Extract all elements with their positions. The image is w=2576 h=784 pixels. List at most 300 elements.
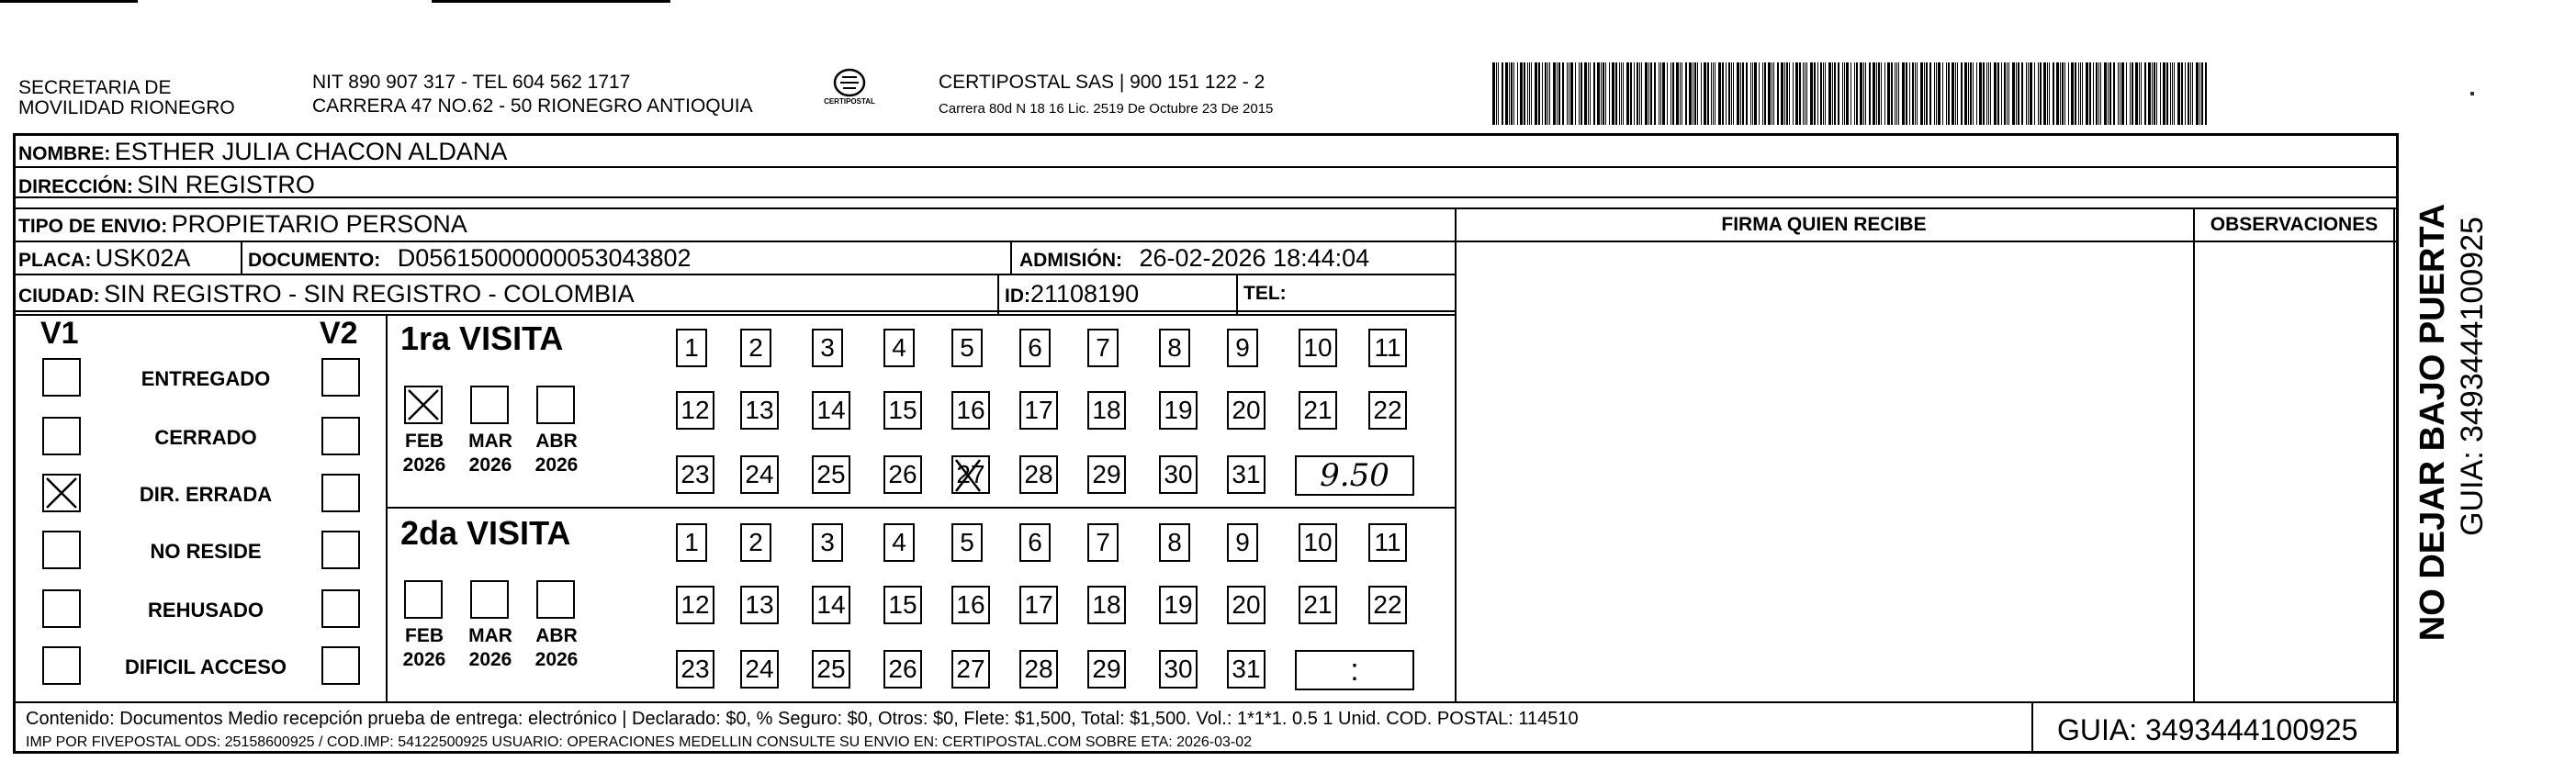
day-box[interactable]: 29 <box>1087 650 1126 689</box>
day-box[interactable]: 3 <box>812 523 843 562</box>
day-box[interactable]: 13 <box>740 391 779 430</box>
barcode-bar <box>1968 62 1969 125</box>
barcode-bar <box>1876 62 1877 125</box>
barcode-bar <box>1828 62 1831 125</box>
month-name: FEB <box>405 625 444 646</box>
barcode-bar <box>2154 62 2155 125</box>
barcode-bar <box>1707 62 1709 125</box>
day-box[interactable]: 22 <box>1368 586 1407 624</box>
visit-title: 1ra VISITA <box>400 319 564 357</box>
company-line: CERTIPOSTAL SAS | 900 151 122 - 2 <box>939 72 1266 93</box>
barcode-bar <box>1863 62 1864 125</box>
barcode-bar <box>1648 62 1649 125</box>
direccion-field <box>18 171 315 203</box>
barcode-bar <box>1509 62 1510 125</box>
barcode-bar <box>1621 62 1622 125</box>
barcode-bar <box>1842 62 1843 125</box>
barcode-bar <box>1854 62 1855 125</box>
day-box[interactable]: 19 <box>1159 586 1198 624</box>
barcode-bar <box>1946 62 1947 125</box>
barcode-bar <box>2196 62 2199 125</box>
barcode-bar <box>1961 62 1963 125</box>
day-box[interactable]: 2 <box>740 329 771 367</box>
barcode-bar <box>1728 62 1730 125</box>
barcode-bar <box>1781 62 1783 125</box>
day-box[interactable]: 1 <box>676 523 707 562</box>
barcode-bar <box>1746 62 1748 125</box>
barcode-bar <box>2130 62 2131 125</box>
barcode-bar <box>2188 62 2189 125</box>
nombre-label: NOMBRE: <box>18 143 111 164</box>
barcode-bar <box>1887 62 1890 125</box>
barcode-bar <box>1562 62 1564 125</box>
barcode-bar <box>2038 62 2039 125</box>
guia-vertical: GUIA: 3493444100925 <box>2455 217 2490 536</box>
barcode-bar <box>2132 62 2133 125</box>
barcode-bar <box>1964 62 1967 125</box>
barcode-bar <box>2028 62 2029 125</box>
barcode-bar <box>1567 62 1568 125</box>
barcode-bar <box>1884 62 1885 125</box>
barcode-bar <box>1609 62 1610 125</box>
direccion-value: SIN REGISTRO <box>137 171 315 198</box>
day-box[interactable]: 12 <box>676 391 714 430</box>
barcode-bar <box>1547 62 1548 125</box>
barcode-bar <box>1731 62 1732 125</box>
barcode-bar <box>1846 62 1849 125</box>
day-box[interactable]: 18 <box>1087 391 1126 430</box>
placa-label: PLACA: <box>18 250 92 271</box>
day-box[interactable]: 30 <box>1159 650 1198 689</box>
barcode-bar <box>1662 62 1665 125</box>
barcode-bar <box>1784 62 1785 125</box>
barcode-bar <box>1538 62 1540 125</box>
placa-value: USK02A <box>95 244 191 272</box>
status-option-label: DIR. ERRADA <box>139 483 273 506</box>
day-box[interactable]: 21 <box>1299 391 1337 430</box>
barcode-bar <box>1580 62 1582 125</box>
day-box[interactable]: 9 <box>1227 329 1258 367</box>
v1-checkbox[interactable] <box>42 531 81 569</box>
day-box[interactable]: 17 <box>1019 391 1058 430</box>
barcode-bar <box>1718 62 1721 125</box>
month-label <box>461 430 520 477</box>
barcode-bar <box>2043 62 2046 125</box>
v1-checkbox[interactable] <box>42 358 81 397</box>
barcode-bar <box>1584 62 1587 125</box>
barcode-bar <box>2174 62 2175 125</box>
rule <box>13 207 2399 209</box>
barcode-bar <box>2185 62 2186 125</box>
barcode-bar <box>1970 62 1972 125</box>
month-checkbox[interactable] <box>470 386 509 424</box>
day-box[interactable]: 11 <box>1368 523 1407 562</box>
barcode-bar <box>2139 62 2140 125</box>
barcode-bar <box>1513 62 1514 125</box>
barcode-bar <box>1726 62 1727 125</box>
visit-title: 2da VISITA <box>400 514 571 552</box>
barcode-bar <box>1685 62 1687 125</box>
day-box[interactable]: 30 <box>1159 455 1198 494</box>
day-box[interactable]: 25 <box>812 455 850 494</box>
v1-checkbox[interactable] <box>42 417 81 455</box>
barcode-bar <box>2030 62 2032 125</box>
license-line: Carrera 80d N 18 16 Lic. 2519 De Octubre 23 De 2015 <box>939 101 1274 117</box>
month-year: 2026 <box>402 454 446 476</box>
barcode-bar <box>1948 62 1950 125</box>
barcode-bar <box>2135 62 2138 125</box>
barcode-bar <box>2093 62 2094 125</box>
documento-label: DOCUMENTO: <box>248 250 381 271</box>
barcode-bar <box>1601 62 1602 125</box>
barcode-bar <box>1733 62 1734 125</box>
barcode-bar <box>1917 62 1918 125</box>
v2-checkbox[interactable] <box>321 531 360 569</box>
barcode-bar <box>1983 62 1985 125</box>
cross-mark <box>953 457 983 503</box>
day-box[interactable]: 15 <box>883 586 922 624</box>
v2-label: V2 <box>320 316 358 351</box>
barcode-bar <box>1650 62 1652 125</box>
day-box[interactable]: 14 <box>812 391 850 430</box>
barcode-bar <box>1615 62 1617 125</box>
barcode-bar <box>2096 62 2098 125</box>
barcode-bar <box>1979 62 1982 125</box>
nit-line: NIT 890 907 317 - TEL 604 562 1717 <box>312 72 631 93</box>
barcode-bar <box>1737 62 1739 125</box>
barcode-bar <box>1558 62 1560 125</box>
barcode-bar <box>1976 62 1977 125</box>
nombre-field <box>18 138 507 170</box>
barcode-bar <box>1593 62 1595 125</box>
barcode-bar <box>2144 62 2146 125</box>
ciudad-field <box>18 280 635 312</box>
day-box[interactable]: 9 <box>1227 523 1258 562</box>
barcode-bar <box>1527 62 1528 125</box>
barcode-bar <box>2001 62 2002 125</box>
barcode-bar <box>1575 62 1576 125</box>
barcode-bar <box>1934 62 1935 125</box>
day-box[interactable]: 8 <box>1159 523 1190 562</box>
barcode-bar <box>1672 62 1674 125</box>
month-checkbox[interactable] <box>536 580 575 619</box>
day-box[interactable]: 6 <box>1019 329 1051 367</box>
day-box[interactable]: 7 <box>1087 523 1119 562</box>
barcode-bar <box>1764 62 1766 125</box>
rule <box>1455 241 2399 242</box>
barcode-bar <box>1517 62 1518 125</box>
barcode-bar <box>1850 62 1851 125</box>
barcode-bar <box>1697 62 1698 125</box>
barcode-bar <box>2177 62 2180 125</box>
barcode-bar <box>2113 62 2115 125</box>
rule <box>241 241 242 274</box>
day-box[interactable]: 23 <box>676 455 714 494</box>
barcode-bar <box>1881 62 1882 125</box>
barcode-bar <box>1856 62 1858 125</box>
day-box[interactable]: 27 <box>951 650 990 689</box>
month-checkbox[interactable] <box>404 580 443 619</box>
barcode-bar <box>2053 62 2054 125</box>
time-box[interactable]: : <box>1295 650 1414 690</box>
day-box[interactable]: 23 <box>676 650 714 689</box>
barcode-bar <box>2062 62 2064 125</box>
barcode-bar <box>1768 62 1771 125</box>
admision-label: ADMISIÓN: <box>1019 250 1122 271</box>
barcode-bar <box>1912 62 1914 125</box>
barcode-bar <box>1938 62 1940 125</box>
barcode-bar <box>1545 62 1547 125</box>
month-year: 2026 <box>534 649 579 670</box>
barcode-bar <box>2056 62 2059 125</box>
day-box[interactable]: 19 <box>1159 391 1198 430</box>
barcode-bar <box>1667 62 1668 125</box>
barcode-bar <box>2118 62 2119 125</box>
day-box[interactable]: 1 <box>676 329 707 367</box>
barcode-bar <box>1588 62 1589 125</box>
guia-footer: GUIA: 3493444100925 <box>2057 713 2358 746</box>
imp-line: IMP POR FIVEPOSTAL ODS: 25158600925 / COD.IMP: 54122500925 USUARIO: OPERACIONES MEDELLIN CONSULTE SU ENVIO EN: CERTIPOSTAL.COM SOBRE ETA: 2026-03-02 <box>26 734 1252 750</box>
barcode-bar <box>1634 62 1635 125</box>
month-checkbox[interactable] <box>536 386 575 424</box>
barcode-bar <box>1553 62 1556 125</box>
barcode-bar <box>1498 62 1499 125</box>
admision-field <box>1019 244 1369 276</box>
barcode-bar <box>1660 62 1661 125</box>
day-box[interactable]: 12 <box>676 586 714 624</box>
day-box[interactable]: 26 <box>883 650 922 689</box>
barcode-bar <box>2141 62 2142 125</box>
barcode-bar <box>1902 62 1905 125</box>
barcode-bar <box>2018 62 2019 125</box>
month-name: FEB <box>405 431 444 452</box>
id-value: 21108190 <box>1030 280 1140 308</box>
barcode-bar <box>1915 62 1916 125</box>
barcode-bar <box>1641 62 1642 125</box>
day-box[interactable]: 24 <box>740 455 779 494</box>
barcode-bar <box>1531 62 1532 125</box>
day-box[interactable]: 11 <box>1368 329 1407 367</box>
barcode-bar <box>1742 62 1744 125</box>
day-box[interactable]: 10 <box>1299 523 1337 562</box>
day-box[interactable]: 7 <box>1087 329 1119 367</box>
barcode-bar <box>1520 62 1523 125</box>
barcode-bar <box>1492 62 1495 125</box>
day-box[interactable]: 10 <box>1299 329 1337 367</box>
day-box[interactable]: 27 <box>951 455 990 494</box>
time-box[interactable]: 9.50 <box>1295 455 1414 496</box>
barcode-bar <box>1676 62 1679 125</box>
barcode-bar <box>1773 62 1774 125</box>
v2-checkbox[interactable] <box>321 358 360 397</box>
v1-label: V1 <box>40 316 79 351</box>
barcode-bar <box>2060 62 2061 125</box>
barcode-bar <box>1570 62 1573 125</box>
barcode-bar <box>1535 62 1537 125</box>
status-option-label: REHUSADO <box>148 599 264 622</box>
day-box[interactable]: 15 <box>883 391 922 430</box>
day-box[interactable]: 31 <box>1227 650 1266 689</box>
firma-header: FIRMA QUIEN RECIBE <box>1721 214 1927 235</box>
barcode-bar <box>2181 62 2183 125</box>
barcode-bar <box>1752 62 1753 125</box>
barcode-bar <box>2040 62 2042 125</box>
day-box[interactable]: 29 <box>1087 455 1126 494</box>
barcode-bar <box>2190 62 2191 125</box>
day-box[interactable]: 3 <box>812 329 843 367</box>
barcode-bar <box>2199 62 2200 125</box>
day-box[interactable]: 20 <box>1227 391 1266 430</box>
barcode-bar <box>1689 62 1692 125</box>
day-box[interactable]: 17 <box>1019 586 1058 624</box>
barcode-bar <box>1834 62 1836 125</box>
day-box[interactable]: 24 <box>740 650 779 689</box>
v2-checkbox[interactable] <box>321 474 360 512</box>
observaciones-header: OBSERVACIONES <box>2210 214 2379 235</box>
barcode-bar <box>1623 62 1624 125</box>
v2-checkbox[interactable] <box>321 589 360 628</box>
rule <box>1455 207 1457 701</box>
barcode-bar <box>2082 62 2083 125</box>
barcode-bar <box>1955 62 1956 125</box>
tel-label: TEL: <box>1243 283 1287 304</box>
barcode-bar <box>1823 62 1824 125</box>
barcode-bar <box>1637 62 1638 125</box>
placa-field <box>18 244 190 276</box>
barcode-bar <box>1529 62 1530 125</box>
barcode-bar <box>1750 62 1751 125</box>
barcode-bar <box>1860 62 1862 125</box>
barcode-bar <box>1838 62 1839 125</box>
barcode-bar <box>1524 62 1525 125</box>
side-vertical-text <box>2413 165 2496 679</box>
barcode-bar <box>1603 62 1604 125</box>
barcode-bar <box>2078 62 2079 125</box>
barcode-bar <box>2098 62 2099 125</box>
v1-checkbox[interactable] <box>42 589 81 628</box>
month-name: MAR <box>468 625 512 646</box>
barcode-bar <box>1789 62 1790 125</box>
barcode-bar <box>2104 62 2107 125</box>
barcode-bar <box>2109 62 2111 125</box>
barcode-bar <box>1654 62 1656 125</box>
barcode-bar <box>1973 62 1974 125</box>
day-box[interactable]: 20 <box>1227 586 1266 624</box>
barcode-bar <box>1810 62 1813 125</box>
day-box[interactable]: 6 <box>1019 523 1051 562</box>
day-box[interactable]: 16 <box>951 391 990 430</box>
month-year: 2026 <box>402 649 446 670</box>
barcode-bar <box>2166 62 2168 125</box>
barcode-bar <box>2071 62 2074 125</box>
day-box[interactable]: 22 <box>1368 391 1407 430</box>
barcode-bar <box>1942 62 1943 125</box>
barcode-bar <box>2075 62 2076 125</box>
barcode-bar <box>2156 62 2157 125</box>
id-field <box>1005 280 1139 312</box>
day-box[interactable]: 18 <box>1087 586 1126 624</box>
day-box[interactable]: 21 <box>1299 586 1337 624</box>
month-name: ABR <box>535 431 578 452</box>
day-box[interactable]: 13 <box>740 586 779 624</box>
day-box[interactable]: 26 <box>883 455 922 494</box>
barcode-bar <box>1754 62 1757 125</box>
barcode-bar <box>1793 62 1794 125</box>
rule <box>386 507 1455 509</box>
barcode-bar <box>1926 62 1928 125</box>
barcode-bar <box>2172 62 2173 125</box>
day-box[interactable]: 25 <box>812 650 850 689</box>
rule <box>2393 207 2395 701</box>
day-box[interactable]: 16 <box>951 586 990 624</box>
month-label <box>461 624 520 672</box>
barcode-bar <box>1936 62 1937 125</box>
barcode-bar <box>1502 62 1503 125</box>
day-box[interactable]: 28 <box>1019 650 1058 689</box>
day-box[interactable]: 5 <box>951 523 983 562</box>
barcode-bar <box>1909 62 1910 125</box>
barcode-bar <box>1920 62 1923 125</box>
day-box[interactable]: 2 <box>740 523 771 562</box>
barcode-bar <box>1759 62 1760 125</box>
day-box[interactable]: 8 <box>1159 329 1190 367</box>
month-checkbox[interactable] <box>470 580 509 619</box>
v1-checkbox[interactable] <box>42 646 81 685</box>
barcode-bar <box>1605 62 1606 125</box>
barcode-bar <box>1898 62 1899 125</box>
v2-checkbox[interactable] <box>321 646 360 685</box>
day-box[interactable]: 4 <box>883 329 915 367</box>
status-option-label: ENTREGADO <box>141 367 271 390</box>
day-box[interactable]: 28 <box>1019 455 1058 494</box>
barcode <box>1492 62 2218 125</box>
barcode-bar <box>1557 62 1558 125</box>
barcode-bar <box>2064 62 2065 125</box>
v2-checkbox[interactable] <box>321 417 360 455</box>
rule <box>1010 241 1012 274</box>
direccion-label: DIRECCIÓN: <box>18 176 133 197</box>
day-box[interactable]: 31 <box>1227 455 1266 494</box>
tipo-envio-field <box>18 210 467 242</box>
tipo-envio-label: TIPO DE ENVIO: <box>18 216 168 237</box>
barcode-bar <box>2034 62 2035 125</box>
speck <box>2470 92 2474 95</box>
status-option-label: DIFICIL ACCESO <box>124 655 287 678</box>
barcode-bar <box>1957 62 1958 125</box>
barcode-bar <box>1865 62 1866 125</box>
day-box[interactable]: 4 <box>883 523 915 562</box>
id-label: ID: <box>1005 286 1030 307</box>
barcode-bar <box>1997 62 1999 125</box>
day-box[interactable]: 14 <box>812 586 850 624</box>
barcode-bar <box>2192 62 2193 125</box>
day-box[interactable]: 5 <box>951 329 983 367</box>
rule <box>13 701 2399 703</box>
month-checkbox[interactable] <box>404 386 443 424</box>
v1-checkbox[interactable] <box>42 474 81 512</box>
barcode-bar <box>1988 62 1989 125</box>
barcode-bar <box>1579 62 1580 125</box>
barcode-bar <box>1795 62 1798 125</box>
month-year: 2026 <box>534 454 579 476</box>
barcode-bar <box>1542 62 1543 125</box>
barcode-bar <box>1929 62 1931 125</box>
barcode-bar <box>2205 62 2207 125</box>
rule <box>386 314 388 701</box>
barcode-bar <box>1924 62 1925 125</box>
status-option-label: CERRADO <box>154 426 257 449</box>
barcode-bar <box>2086 62 2088 125</box>
